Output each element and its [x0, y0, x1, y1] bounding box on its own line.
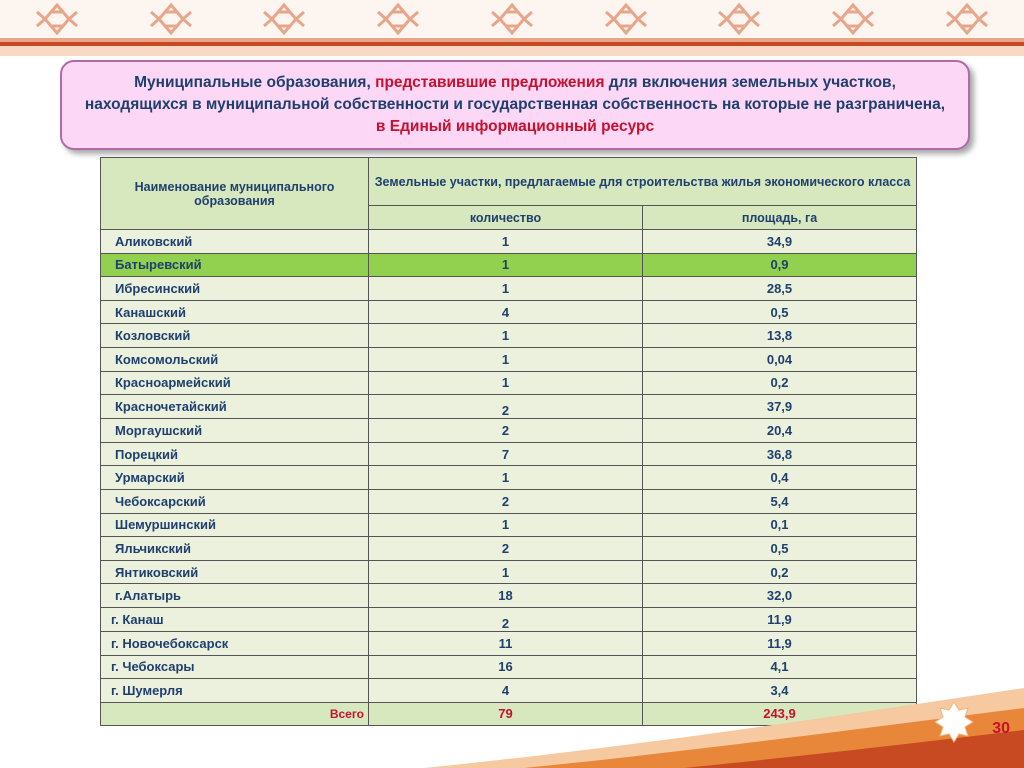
- row-area: 0,2: [643, 560, 917, 584]
- row-name: Аликовский: [101, 230, 369, 254]
- row-name: г. Новочебоксарск: [101, 631, 369, 655]
- title-part-2: представившие предложения: [375, 74, 605, 91]
- row-count: 11: [369, 631, 643, 655]
- row-area: 4,1: [643, 655, 917, 679]
- row-area: 11,9: [643, 607, 917, 631]
- table-row: [101, 466, 917, 490]
- row-count: 1: [369, 513, 643, 537]
- row-count: 4: [369, 679, 643, 703]
- row-name: Моргаушский: [101, 419, 369, 443]
- row-area: 13,8: [643, 324, 917, 348]
- row-count: 2: [369, 395, 643, 419]
- row-area: 0,1: [643, 513, 917, 537]
- row-area: 11,9: [643, 631, 917, 655]
- row-name: Порецкий: [101, 442, 369, 466]
- table-row: [101, 395, 917, 419]
- row-count: 2: [369, 537, 643, 561]
- chuvash-ornament-icon: [825, 2, 881, 36]
- row-name: Красночетайский: [101, 395, 369, 419]
- row-area: 0,2: [643, 371, 917, 395]
- total-area: 243,9: [643, 702, 917, 726]
- row-name: Козловский: [101, 324, 369, 348]
- row-count: 2: [369, 607, 643, 631]
- row-count: 18: [369, 584, 643, 608]
- slide-title: [82, 72, 948, 138]
- row-count: 16: [369, 655, 643, 679]
- row-name: Батыревский: [101, 253, 369, 277]
- page-number: 30: [992, 720, 1010, 737]
- table-row: [101, 513, 917, 537]
- chuvash-ornament-icon: [598, 2, 654, 36]
- chuvash-ornament-icon: [939, 2, 995, 36]
- row-name: Яльчикский: [101, 537, 369, 561]
- table-row: [101, 607, 917, 631]
- row-area: 5,4: [643, 489, 917, 513]
- row-area: 3,4: [643, 679, 917, 703]
- header-group: Земельные участки, предлагаемые для строительства жилья экономического класса: [369, 158, 917, 206]
- row-count: 2: [369, 489, 643, 513]
- row-name: Урмарский: [101, 466, 369, 490]
- row-count: 1: [369, 560, 643, 584]
- bottom-decoration: [424, 678, 1024, 768]
- table-row: [101, 537, 917, 561]
- row-count: 7: [369, 442, 643, 466]
- row-count: 2: [369, 419, 643, 443]
- header-name: Наименование муниципального образования: [101, 158, 369, 230]
- table-row: [101, 277, 917, 301]
- chuvash-ornament-icon: [256, 2, 312, 36]
- table-row: [101, 489, 917, 513]
- row-name: Комсомольский: [101, 347, 369, 371]
- chuvash-ornament-icon: [484, 2, 540, 36]
- title-part-1: Муниципальные образования,: [134, 74, 376, 91]
- star-ornament-icon: [935, 702, 973, 742]
- chuvash-ornament-icon: [370, 2, 426, 36]
- table-row: [101, 347, 917, 371]
- row-area: 28,5: [643, 277, 917, 301]
- row-count: 1: [369, 371, 643, 395]
- table-header-row-1: [101, 158, 917, 206]
- row-name: Канашский: [101, 300, 369, 324]
- total-label: Всего: [101, 702, 369, 726]
- top-ornament-band: [0, 0, 1024, 38]
- row-count: 1: [369, 230, 643, 254]
- row-name: г. Канаш: [101, 607, 369, 631]
- row-area: 0,5: [643, 300, 917, 324]
- header-area: площадь, га: [643, 206, 917, 230]
- chuvash-ornament-icon: [711, 2, 767, 36]
- row-count: 4: [369, 300, 643, 324]
- row-name: г.Алатырь: [101, 584, 369, 608]
- table-row: [101, 253, 917, 277]
- chuvash-ornament-icon: [143, 2, 199, 36]
- row-name: г. Шумерля: [101, 679, 369, 703]
- title-part-4: в Единый информационный ресурс: [375, 118, 655, 135]
- row-name: Шемуршинский: [101, 513, 369, 537]
- slide-title-box: [60, 60, 970, 150]
- row-area: 36,8: [643, 442, 917, 466]
- row-area: 34,9: [643, 230, 917, 254]
- land-plots-table: [100, 157, 917, 726]
- table-row: [101, 584, 917, 608]
- table-row: [101, 631, 917, 655]
- row-area: 20,4: [643, 419, 917, 443]
- row-area: 0,9: [643, 253, 917, 277]
- table-row: [101, 230, 917, 254]
- table-row: [101, 371, 917, 395]
- header-count: количество: [369, 206, 643, 230]
- row-area: 37,9: [643, 395, 917, 419]
- table-row: [101, 655, 917, 679]
- table-row: [101, 560, 917, 584]
- row-name: Чебоксарский: [101, 489, 369, 513]
- row-name: г. Чебоксары: [101, 655, 369, 679]
- row-area: 32,0: [643, 584, 917, 608]
- row-name: Янтиковский: [101, 560, 369, 584]
- table-row: [101, 442, 917, 466]
- row-count: 1: [369, 347, 643, 371]
- row-area: 0,4: [643, 466, 917, 490]
- row-count: 1: [369, 253, 643, 277]
- land-plots-table-wrapper: [100, 157, 916, 726]
- row-name: Красноармейский: [101, 371, 369, 395]
- table-row: [101, 300, 917, 324]
- row-count: 1: [369, 466, 643, 490]
- row-count: 1: [369, 277, 643, 301]
- table-row: [101, 324, 917, 348]
- top-divider-pale: [0, 46, 1024, 56]
- row-count: 1: [369, 324, 643, 348]
- row-area: 0,04: [643, 347, 917, 371]
- total-count: 79: [369, 702, 643, 726]
- row-name: Ибресинский: [101, 277, 369, 301]
- table-row: [101, 419, 917, 443]
- chuvash-ornament-icon: [29, 2, 85, 36]
- row-area: 0,5: [643, 537, 917, 561]
- title-part-3: для включения земельных участков, находящихся в муниципальной собственности и государственная собственность на которые не разграничена,: [84, 74, 946, 113]
